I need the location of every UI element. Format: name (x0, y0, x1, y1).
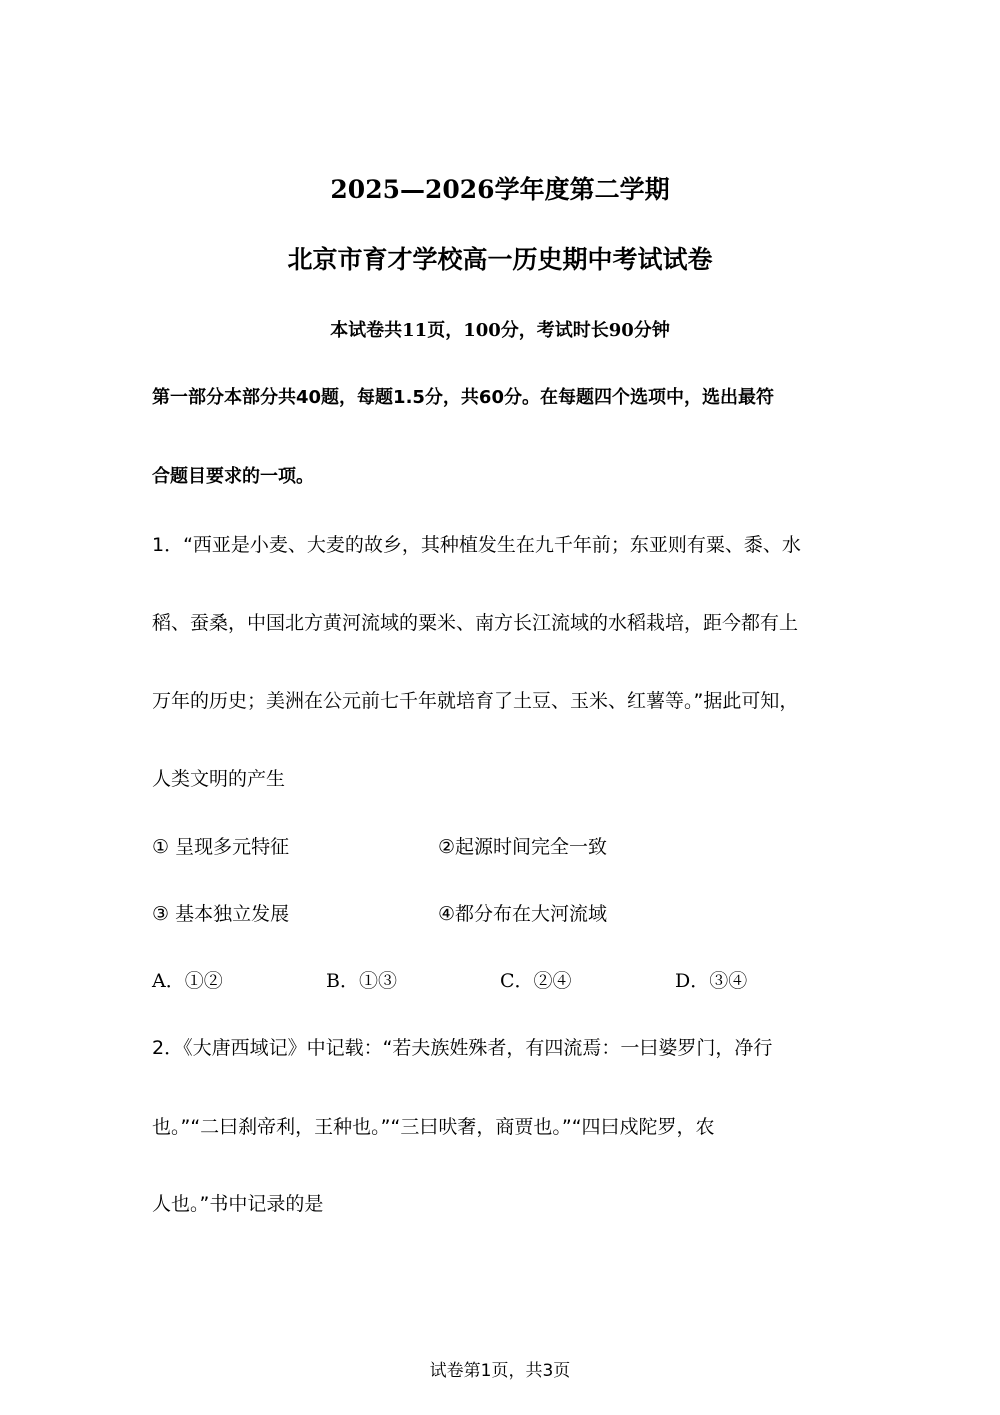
q1-statement-3: ③ 基本独立发展 (152, 903, 290, 925)
exam-meta-info: 本试卷共11页，100分，考试时长90分钟 (330, 320, 670, 341)
q1-stem-line: 稻、蚕桑，中国北方黄河流域的粟米、南方长江流域的水稻栽培，距今都有上 (152, 612, 799, 634)
section-intro-line-2: 合题目要求的一项。 (152, 466, 314, 487)
exam-term-title: 2025—2026学年度第二学期 (330, 175, 670, 204)
q1-choice-a: A．①② (152, 970, 223, 992)
q2-stem-line: 2．《大唐西域记》中记载：“若夫族姓殊者，有四流焉：一曰婆罗门，净行 (152, 1037, 773, 1059)
section-intro-line-1: 第一部分本部分共40题，每题1.5分，共60分。在每题四个选项中，选出最符 (152, 387, 774, 408)
q2-stem-line: 也。”“二曰刹帝利，王种也。”“三曰吠奢，商贾也。”“四曰戍陀罗，农 (152, 1116, 715, 1138)
q1-choice-d: D．③④ (675, 970, 748, 992)
q1-choice-b: B．①③ (326, 970, 397, 992)
q1-stem-line: 1．“西亚是小麦、大麦的故乡，其种植发生在九千年前；东亚则有粟、黍、水 (152, 534, 801, 556)
q1-stem-line: 人类文明的产生 (152, 768, 286, 790)
q1-choice-c: C．②④ (500, 970, 572, 992)
page-footer: 试卷第1页，共3页 (429, 1361, 571, 1381)
q1-statement-2: ②起源时间完全一致 (438, 836, 608, 858)
exam-main-title: 北京市育才学校高一历史期中考试试卷 (287, 245, 713, 274)
q1-statement-4: ④都分布在大河流域 (438, 903, 608, 925)
q1-statement-1: ① 呈现多元特征 (152, 836, 290, 858)
q1-stem-line: 万年的历史；美洲在公元前七千年就培育了土豆、玉米、红薯等。”据此可知， (152, 690, 799, 712)
q2-stem-line: 人也。”书中记录的是 (152, 1193, 324, 1215)
